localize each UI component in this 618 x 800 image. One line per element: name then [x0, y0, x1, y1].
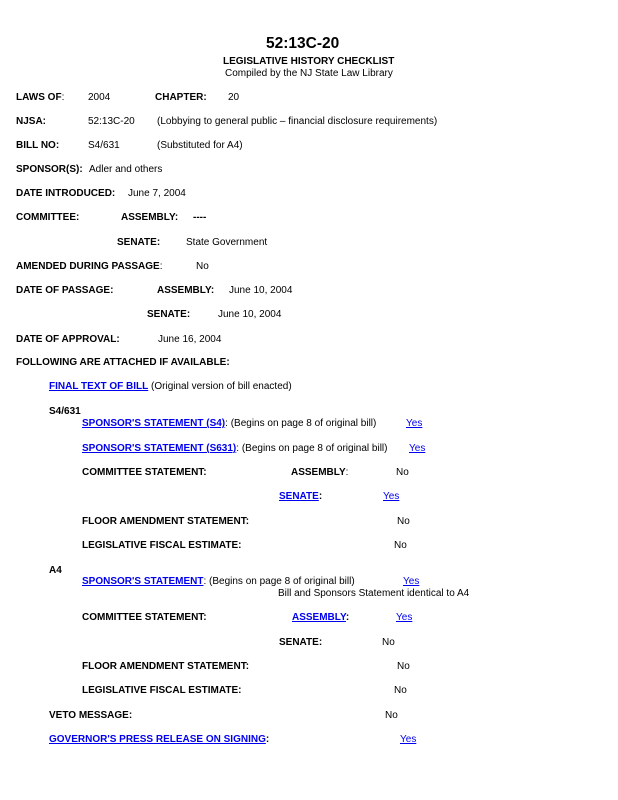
s4-senate-row	[279, 491, 322, 502]
attached-heading: FOLLOWING ARE ATTACHED IF AVAILABLE:	[16, 357, 230, 368]
a4-assembly-colon: :	[345, 612, 350, 623]
a4-assembly-row	[292, 612, 349, 623]
governor-row	[49, 734, 269, 745]
s4-fiscal-label: LEGISLATIVE FISCAL ESTIMATE:	[82, 540, 242, 551]
laws-of-colon: :	[61, 92, 65, 103]
s4-senate-link[interactable]: SENATE	[279, 491, 319, 502]
a4-sponsor-yes-link[interactable]: Yes	[403, 576, 420, 587]
s4-floor-label: FLOOR AMENDMENT STATEMENT:	[82, 516, 250, 527]
bill-no-value: S4/631	[88, 140, 120, 151]
s4-senate-yes-link[interactable]: Yes	[383, 491, 400, 502]
laws-of-value: 2004	[88, 92, 111, 103]
committee-senate-value: State Government	[186, 237, 268, 248]
a4-floor-label: FLOOR AMENDMENT STATEMENT:	[82, 661, 250, 672]
s4-assembly-colon: :	[345, 467, 349, 478]
passage-senate-label: SENATE:	[147, 309, 191, 320]
s4-sponsor-yes-link[interactable]: Yes	[406, 418, 423, 429]
sponsors-value: Adler and others	[89, 164, 163, 175]
laws-of-label: LAWS OF	[16, 92, 62, 103]
committee-label: COMMITTEE:	[16, 212, 80, 223]
a4-heading: A4	[49, 565, 62, 576]
passage-label: DATE OF PASSAGE:	[16, 285, 114, 296]
njsa-value: 52:13C-20	[88, 116, 135, 127]
compiled-by: Compiled by the NJ State Law Library	[225, 68, 393, 79]
governor-colon: :	[265, 734, 270, 745]
final-text-row	[49, 381, 292, 392]
amended-value: No	[196, 261, 209, 272]
document-subtitle: LEGISLATIVE HISTORY CHECKLIST	[223, 56, 395, 67]
amended-colon: :	[159, 261, 163, 272]
a4-committee-label: COMMITTEE STATEMENT:	[82, 612, 207, 623]
s631-sponsor-row	[82, 443, 387, 454]
s631-sponsor-link[interactable]: SPONSOR'S STATEMENT (S631)	[82, 443, 237, 454]
governor-press-release-link[interactable]: GOVERNOR'S PRESS RELEASE ON SIGNING	[49, 734, 266, 745]
s4-sponsor-note: : (Begins on page 8 of original bill)	[225, 418, 377, 429]
a4-fiscal-value: No	[394, 685, 407, 696]
committee-senate-label: SENATE:	[117, 237, 161, 248]
approval-value: June 16, 2004	[158, 334, 222, 345]
njsa-description: (Lobbying to general public – financial disclosure requirements)	[157, 116, 438, 127]
a4-identical-note: Bill and Sponsors Statement identical to A4	[278, 588, 470, 599]
s4-floor-value: No	[397, 516, 410, 527]
s4-senate-colon: :	[318, 491, 323, 502]
s4-committee-label: COMMITTEE STATEMENT:	[82, 467, 207, 478]
laws-of-row	[16, 92, 64, 103]
s4-assembly-value: No	[396, 467, 409, 478]
bill-no-note: (Substituted for A4)	[157, 140, 243, 151]
a4-senate-label: SENATE:	[279, 637, 323, 648]
passage-senate-value: June 10, 2004	[218, 309, 282, 320]
s4-sponsor-link[interactable]: SPONSOR'S STATEMENT (S4)	[82, 418, 226, 429]
a4-floor-value: No	[397, 661, 410, 672]
a4-senate-value: No	[382, 637, 395, 648]
s4-assembly-label: ASSEMBLY	[291, 467, 346, 478]
bill-no-label: BILL NO:	[16, 140, 60, 151]
a4-assembly-yes-link[interactable]: Yes	[396, 612, 413, 623]
a4-sponsor-link[interactable]: SPONSOR'S STATEMENT	[82, 576, 204, 587]
chapter-label: CHAPTER:	[155, 92, 207, 103]
a4-sponsor-note: : (Begins on page 8 of original bill)	[203, 576, 355, 587]
approval-label: DATE OF APPROVAL:	[16, 334, 120, 345]
governor-yes-link[interactable]: Yes	[400, 734, 417, 745]
committee-assembly-value: ----	[193, 212, 207, 223]
passage-assembly-label: ASSEMBLY:	[157, 285, 215, 296]
chapter-value: 20	[228, 92, 240, 103]
committee-assembly-label: ASSEMBLY:	[121, 212, 179, 223]
s4-assembly-row	[291, 467, 348, 478]
page-title: 52:13C-20	[266, 35, 340, 52]
a4-assembly-link[interactable]: ASSEMBLY	[292, 612, 346, 623]
s4-sponsor-row	[82, 418, 376, 429]
njsa-label: NJSA:	[16, 116, 47, 127]
veto-label: VETO MESSAGE:	[49, 710, 133, 721]
a4-fiscal-label: LEGISLATIVE FISCAL ESTIMATE:	[82, 685, 242, 696]
sponsors-label: SPONSOR(S):	[16, 164, 83, 175]
passage-assembly-value: June 10, 2004	[229, 285, 293, 296]
s4-heading: S4/631	[49, 406, 81, 417]
final-text-note: (Original version of bill enacted)	[148, 381, 292, 392]
veto-value: No	[385, 710, 398, 721]
a4-sponsor-row	[82, 576, 355, 587]
s4-fiscal-value: No	[394, 540, 407, 551]
s631-sponsor-yes-link[interactable]: Yes	[409, 443, 426, 454]
final-text-link[interactable]: FINAL TEXT OF BILL	[49, 381, 149, 392]
amended-row	[16, 261, 163, 272]
date-introduced-value: June 7, 2004	[128, 188, 186, 199]
date-introduced-label: DATE INTRODUCED:	[16, 188, 116, 199]
amended-label: AMENDED DURING PASSAGE	[16, 261, 160, 272]
s631-sponsor-note: : (Begins on page 8 of original bill)	[236, 443, 388, 454]
